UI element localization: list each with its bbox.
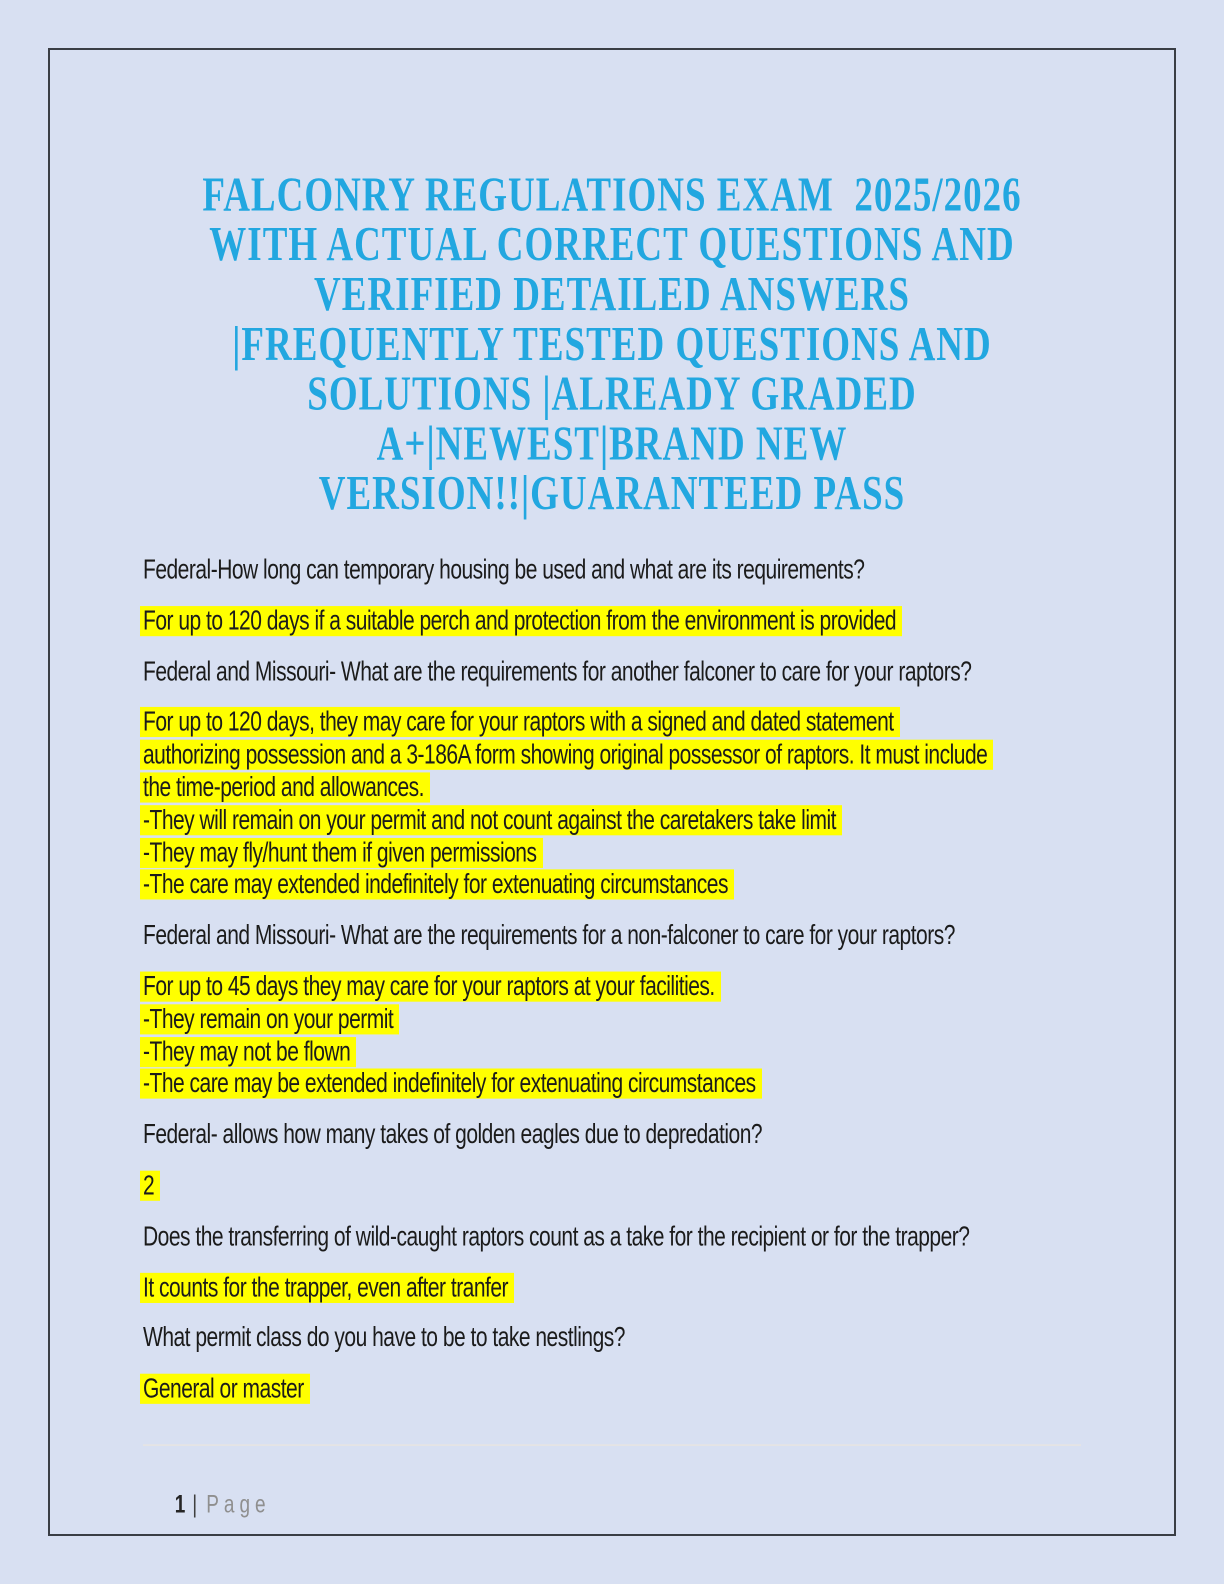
answer-line	[143, 1004, 1081, 1036]
answer-paragraph	[143, 1171, 1081, 1203]
answer-line	[143, 1374, 1081, 1406]
answer-line	[143, 772, 1081, 804]
answer-line	[143, 837, 1081, 869]
answer-line	[143, 1171, 1081, 1203]
answer-paragraph	[143, 1272, 1081, 1304]
highlighted-answer-text: -They may fly/hunt them if given permissions	[140, 837, 543, 867]
highlighted-answer-text: For up to 120 days, they may care for your raptors with a signed and dated statement	[140, 707, 900, 737]
question-line: Federal- allows how many takes of golden eagles due to depredation?	[143, 1119, 763, 1150]
highlighted-answer-text: General or master	[140, 1374, 310, 1404]
question-line: What permit class do you have to be to take nestlings?	[143, 1323, 625, 1354]
highlighted-answer-text: -They may not be flown	[140, 1036, 356, 1066]
highlighted-answer-text: -They will remain on your permit and not count against the caretakers take limit	[140, 805, 842, 835]
question-paragraph	[143, 555, 1081, 587]
page-footer	[143, 1444, 1081, 1553]
answer-paragraph	[143, 606, 1081, 638]
highlighted-answer-text: authorizing possession and a 3-186A form showing original possessor of raptors. It must include	[140, 740, 993, 770]
question-paragraph	[143, 1221, 1081, 1253]
question-paragraph	[143, 921, 1081, 953]
footer-page-label: Page	[206, 1491, 271, 1520]
title-line: VERSION!!|GUARANTEED PASS	[318, 467, 906, 521]
highlighted-answer-text: -The care may extended indefinitely for extenuating circumstances	[140, 870, 734, 900]
question-line: Does the transferring of wild-caught raptors count as a take for the recipient or for the trapper?	[143, 1221, 970, 1252]
highlighted-answer-text: 2	[140, 1171, 160, 1201]
question-line: Federal-How long can temporary housing be used and what are its requirements?	[143, 554, 865, 586]
page-number: 1	[174, 1491, 186, 1520]
title-line: FALCONRY REGULATIONS EXAM 2025/2026	[202, 168, 1022, 223]
highlighted-answer-text: -They remain on your permit	[140, 1004, 399, 1034]
answer-line	[143, 1036, 1081, 1068]
answer-line	[143, 805, 1081, 837]
document-title	[143, 168, 1081, 521]
title-line: |FREQUENTLY TESTED QUESTIONS AND	[232, 317, 992, 372]
question-paragraph	[143, 1323, 1081, 1355]
title-line: VERIFIED DETAILED ANSWERS	[314, 268, 910, 322]
title-line: A+|NEWEST|BRAND NEW	[376, 417, 848, 472]
highlighted-answer-text: -The care may be extended indefinitely for extenuating circumstances	[140, 1069, 762, 1099]
question-paragraph	[143, 657, 1081, 689]
answer-line	[143, 606, 1081, 638]
highlighted-answer-text: For up to 45 days they may care for your raptors at your facilities.	[140, 972, 721, 1002]
answer-paragraph	[143, 972, 1081, 1102]
qa-section	[143, 555, 1081, 1406]
answer-paragraph	[143, 1374, 1081, 1406]
answer-line	[143, 1272, 1081, 1304]
title-line: SOLUTIONS |ALREADY GRADED	[307, 367, 917, 422]
highlighted-answer-text: It counts for the trapper, even after tranfer	[140, 1272, 514, 1302]
question-paragraph	[143, 1120, 1081, 1152]
question-line: Federal and Missouri- What are the requirements for a non-falconer to care for your raptors?	[143, 920, 955, 951]
highlighted-answer-text: the time-period and allowances.	[140, 772, 430, 802]
answer-line	[143, 870, 1081, 902]
page-content	[48, 48, 1176, 1536]
answer-line	[143, 1069, 1081, 1101]
answer-paragraph	[143, 707, 1081, 902]
answer-line	[143, 707, 1081, 739]
answer-line	[143, 740, 1081, 772]
answer-line	[143, 972, 1081, 1004]
title-line: WITH ACTUAL CORRECT QUESTIONS AND	[209, 218, 1015, 273]
footer-separator: |	[192, 1491, 198, 1520]
question-line: Federal and Missouri- What are the requirements for another falconer to care for your raptors?	[143, 656, 972, 687]
highlighted-answer-text: For up to 120 days if a suitable perch and protection from the environment is provided	[140, 606, 902, 636]
